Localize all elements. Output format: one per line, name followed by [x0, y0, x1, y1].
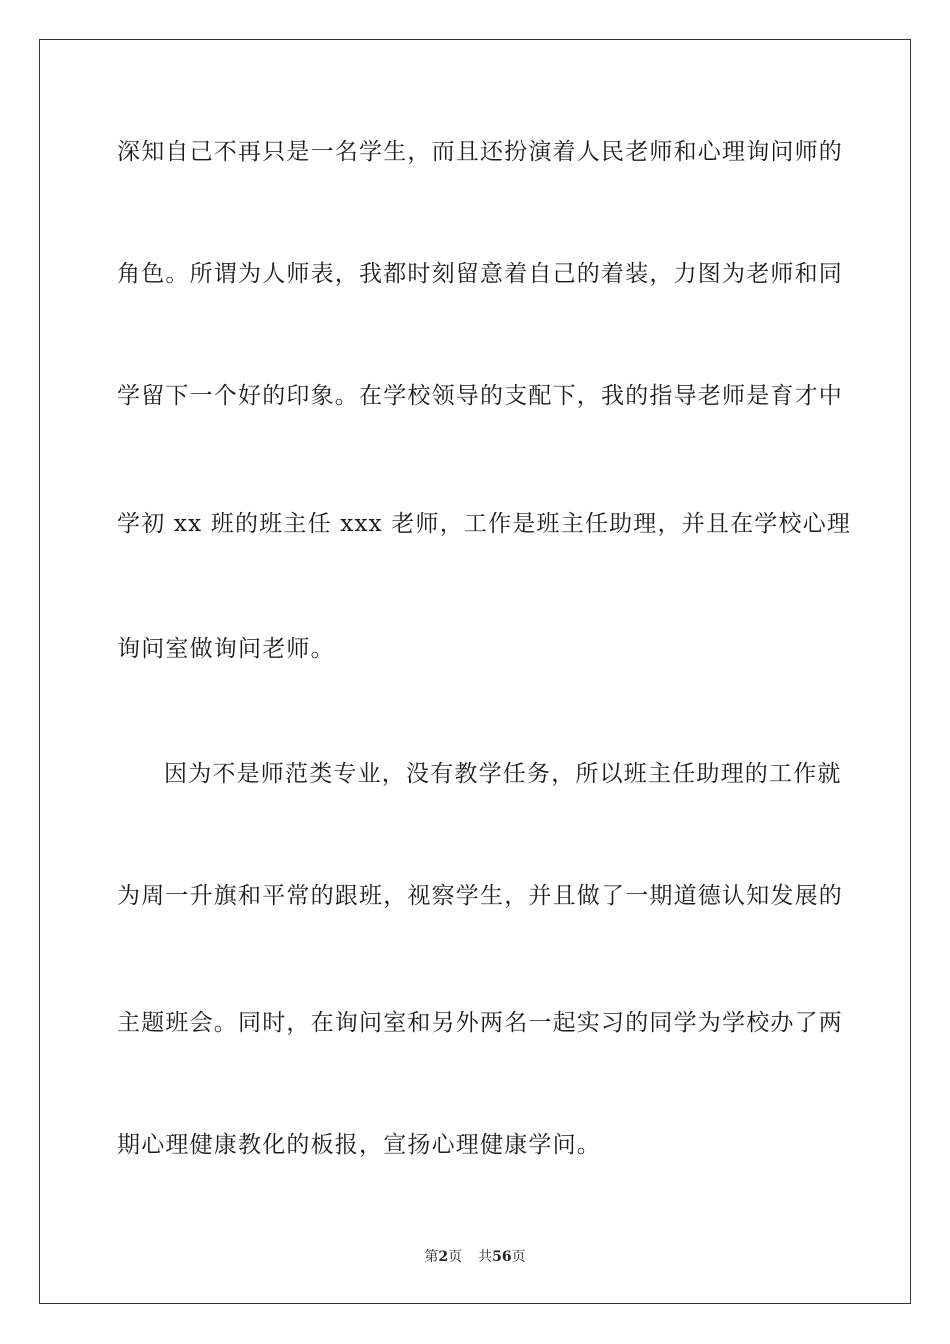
text-line-5: 询问室做询问老师。 [117, 636, 335, 662]
text-line-9: 期心理健康教化的板报，宣扬心理健康学问。 [117, 1132, 601, 1158]
total-prefix: 共 [478, 1249, 493, 1265]
text-line-2: 角色。所谓为人师表，我都时刻留意着自己的着装，力图为老师和同 [117, 261, 843, 287]
text-line-3: 学留下一个好的印象。在学校领导的支配下，我的指导老师是育才中 [117, 383, 843, 409]
total-suffix: 页 [511, 1249, 526, 1265]
text-line-6-paragraph-start: 因为不是师范类专业，没有教学任务，所以班主任助理的工作就 [164, 761, 842, 787]
text-line-1: 深知自己不再只是一名学生，而且还扮演着人民老师和心理询问师的 [117, 139, 843, 165]
page-prefix: 第 [424, 1249, 439, 1265]
page-footer [0, 1248, 950, 1266]
page-border [39, 39, 911, 1304]
text-line-7: 为周一升旗和平常的跟班，视察学生，并且做了一期道德认知发展的 [117, 883, 843, 909]
text-line-4: 学初 xx 班的班主任 xxx 老师，工作是班主任助理，并且在学校心理 [117, 511, 852, 537]
text-line-8: 主题班会。同时，在询问室和另外两名一起实习的同学为学校办了两 [117, 1010, 843, 1036]
page-suffix: 页 [448, 1249, 463, 1265]
page-number: 2 [438, 1249, 449, 1265]
total-pages: 56 [492, 1249, 512, 1265]
